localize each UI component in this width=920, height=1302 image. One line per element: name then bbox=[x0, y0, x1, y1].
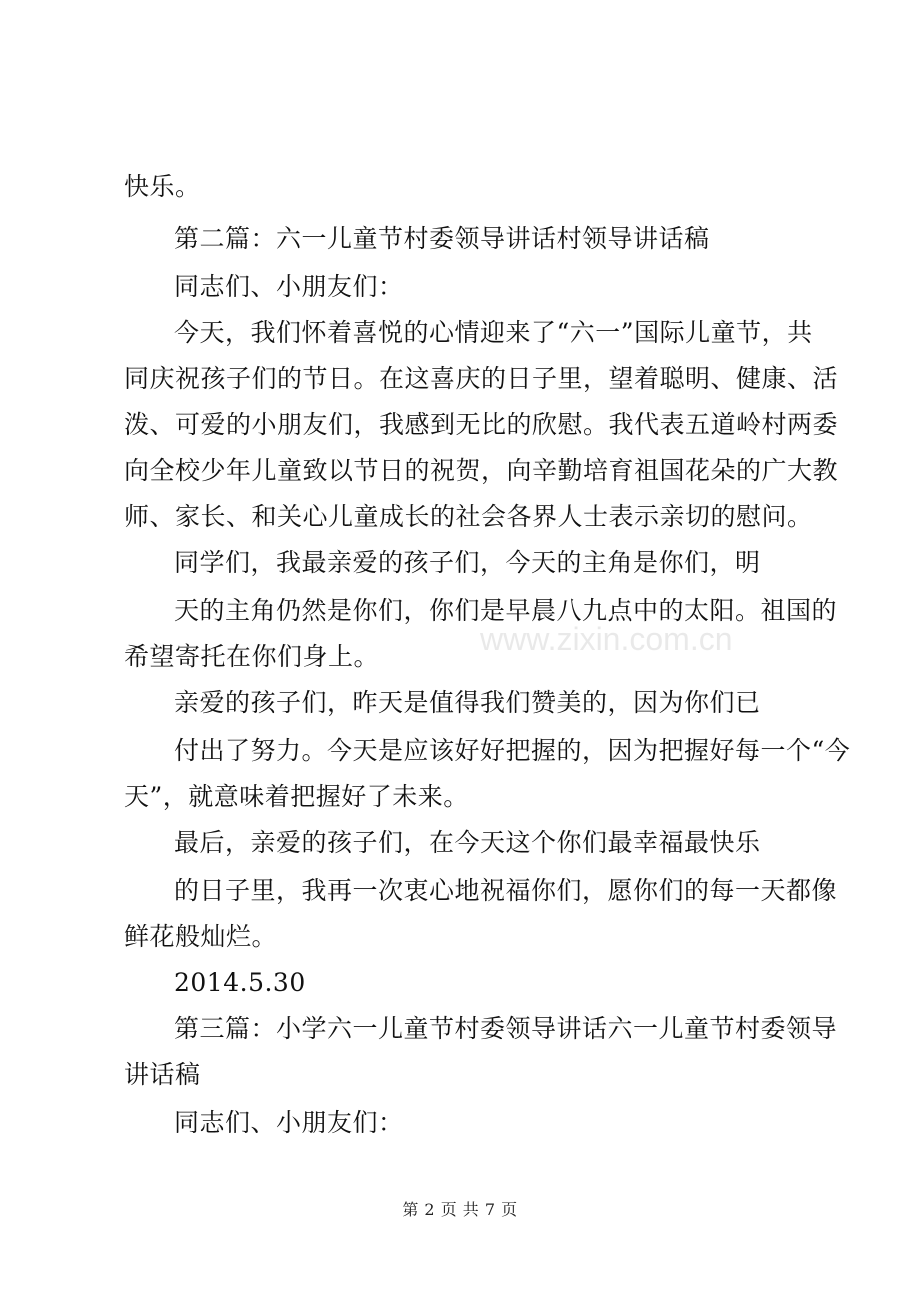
salutation-2: 同志们、小朋友们： bbox=[174, 1108, 404, 1137]
paragraph-1-line-3: 泼、可爱的小朋友们，我感到无比的欣慰。我代表五道岭村两委 bbox=[124, 410, 839, 439]
paragraph-1-line-5: 师、家长、和关心儿童成长的社会各界人士表示亲切的慰问。 bbox=[124, 502, 813, 531]
paragraph-2-line-1: 同学们，我最亲爱的孩子们，今天的主角是你们，明 bbox=[174, 548, 761, 577]
section-heading-3: 第三篇：小学六一儿童节村委领导讲话六一儿童节村委领导 bbox=[174, 1014, 838, 1043]
section-heading-2: 第二篇：六一儿童节村委领导讲话村领导讲话稿 bbox=[174, 224, 710, 253]
page-footer: 第 2 页 共 7 页 bbox=[402, 1200, 518, 1219]
paragraph-5-line-2: 天”，就意味着把握好了未来。 bbox=[124, 782, 469, 811]
paragraph-1-line-1: 今天，我们怀着喜悦的心情迎来了“六一”国际儿童节，共 bbox=[174, 318, 813, 347]
paragraph-3-line-2: 希望寄托在你们身上。 bbox=[124, 642, 380, 671]
paragraph-5-line-1: 付出了努力。今天是应该好好把握的，因为把握好每一个“今 bbox=[174, 736, 851, 765]
text-line-1: 快乐。 bbox=[124, 172, 201, 201]
watermark-text: www.zixin.com.cn bbox=[480, 621, 733, 657]
paragraph-7-line-1: 的日子里，我再一次衷心地祝福你们，愿你们的每一天都像 bbox=[174, 876, 838, 905]
section-heading-3-continued: 讲话稿 bbox=[124, 1060, 201, 1089]
paragraph-4-line-1: 亲爱的孩子们，昨天是值得我们赞美的，因为你们已 bbox=[174, 688, 761, 717]
paragraph-7-line-2: 鲜花般灿烂。 bbox=[124, 922, 278, 951]
paragraph-1-line-2: 同庆祝孩子们的节日。在这喜庆的日子里，望着聪明、健康、活 bbox=[124, 364, 839, 393]
paragraph-1-line-4: 向全校少年儿童致以节日的祝贺，向辛勤培育祖国花朵的广大教 bbox=[124, 456, 839, 485]
paragraph-6-line-1: 最后，亲爱的孩子们，在今天这个你们最幸福最快乐 bbox=[174, 828, 761, 857]
date-line: 2014.5.30 bbox=[174, 968, 306, 997]
salutation-1: 同志们、小朋友们： bbox=[174, 272, 404, 301]
paragraph-3-line-1: 天的主角仍然是你们，你们是早晨八九点中的太阳。祖国的 bbox=[174, 596, 838, 625]
